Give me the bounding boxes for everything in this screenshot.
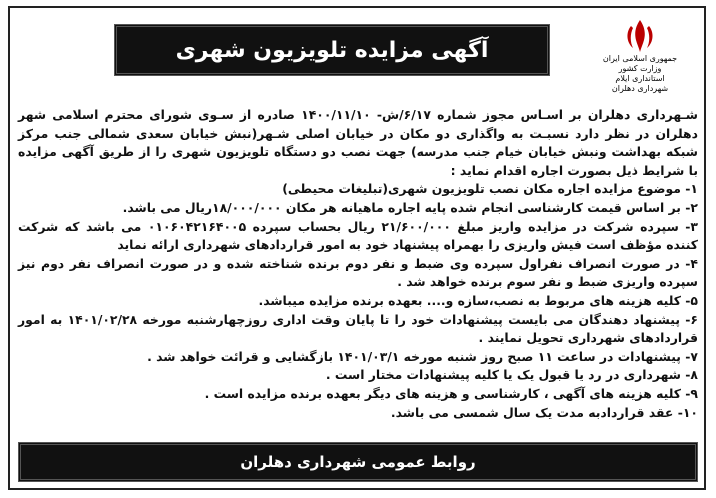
logo-line-1: جمهوری اسلامی ایران [602,54,678,63]
iran-emblem-icon [623,18,657,54]
footer-banner [18,442,698,482]
page-title: آگهی مزایده تلویزیون شهری [175,37,489,63]
emblem-logo [590,18,690,98]
notice-body [18,106,698,422]
list-item: ۶- پیشنهاد دهندگان می بایست پیشنهادات خود را تا پایان وقت اداری روزچهارشنبه مورخه ۱۴۰۱/۰۲/۲۸ به امور قراردادهای شهرداری تحویل نمایند . [18,311,698,346]
list-item: ۱۰- عقد قراردادبه مدت یک سال شمسی می باشد. [390,404,698,420]
logo-line-4: شهرداری دهلران [611,84,669,93]
list-item: ۸- شهرداری در رد یا قبول یک یا کلیه پیشنهادات مختار است . [325,367,698,383]
logo-line-3: استانداری ایلام [615,74,665,83]
list-item: ۳- سپرده شرکت در مزایده واریز مبلغ ۲۱/۶۰۰/۰۰۰ ریال بحساب سپرده ۰۱۰۶۰۴۲۱۶۴۰۰۵ می باشد که شرکت کننده مؤظف است فیش واریزی را بهمراه پیشنهاد خود به امور قراردادهای شهرداری ارائه نماید [18,218,698,253]
footer-text: روابط عمومی شهرداری دهلران [240,453,476,471]
list-item: ۹- کلیه هزینه های آگهی ، کارشناسی و هزینه های دیگر بعهده برنده مزایده است . [204,385,698,401]
list-item: ۱- موضوع مزایده اجاره مکان نصب تلویزیون شهری(تبلیغات محیطی) [282,181,698,197]
list-item: ۲- بر اساس قیمت کارشناسی انجام شده پایه اجاره ماهیانه هر مکان ۱۸/۰۰۰/۰۰۰ریال می باشد. [122,199,698,215]
header [18,18,698,98]
list-item: ۴- در صورت انصراف نفراول سپرده وی ضبط و نفر دوم برنده شناخته شده و در صورت انصراف نفر دوم نیز سپرده واریزی ضبط و نفر سوم برنده خواهد شد . [18,255,698,290]
title-banner [114,24,550,76]
list-item: ۵- کلیه هزینه های مربوط به نصب،سازه و.... بعهده برنده مزایده میباشد. [258,292,698,308]
logo-line-2: وزارت کشور [618,64,662,73]
list-item: ۷- پیشنهادات در ساعت ۱۱ صبح روز شنبه مورخه ۱۴۰۱/۰۳/۱ بازگشایی و قرائت خواهد شد . [147,348,698,364]
intro-paragraph: شـهرداری دهلران بر اسـاس مجوز شماره ۶/۱۷/ش- ۱۴۰۰/۱۱/۱۰ صادره از سـوی شورای محترم اسلامی شهر دهلران در نظر دارد نسبـت به واگذاری دو مکان در خیابان اصلی شـهر(نبش خیابان سعدی شمالی جنب مرکز شبکه بهداشت ونبش خیابان خیام جنب مدرسه) جهت نصب دو دستگاه تلویزیون شهری را از طریق آگهی مزایده با شرایط ذیل بصورت اجاره اقدام نماید : [18,107,698,178]
